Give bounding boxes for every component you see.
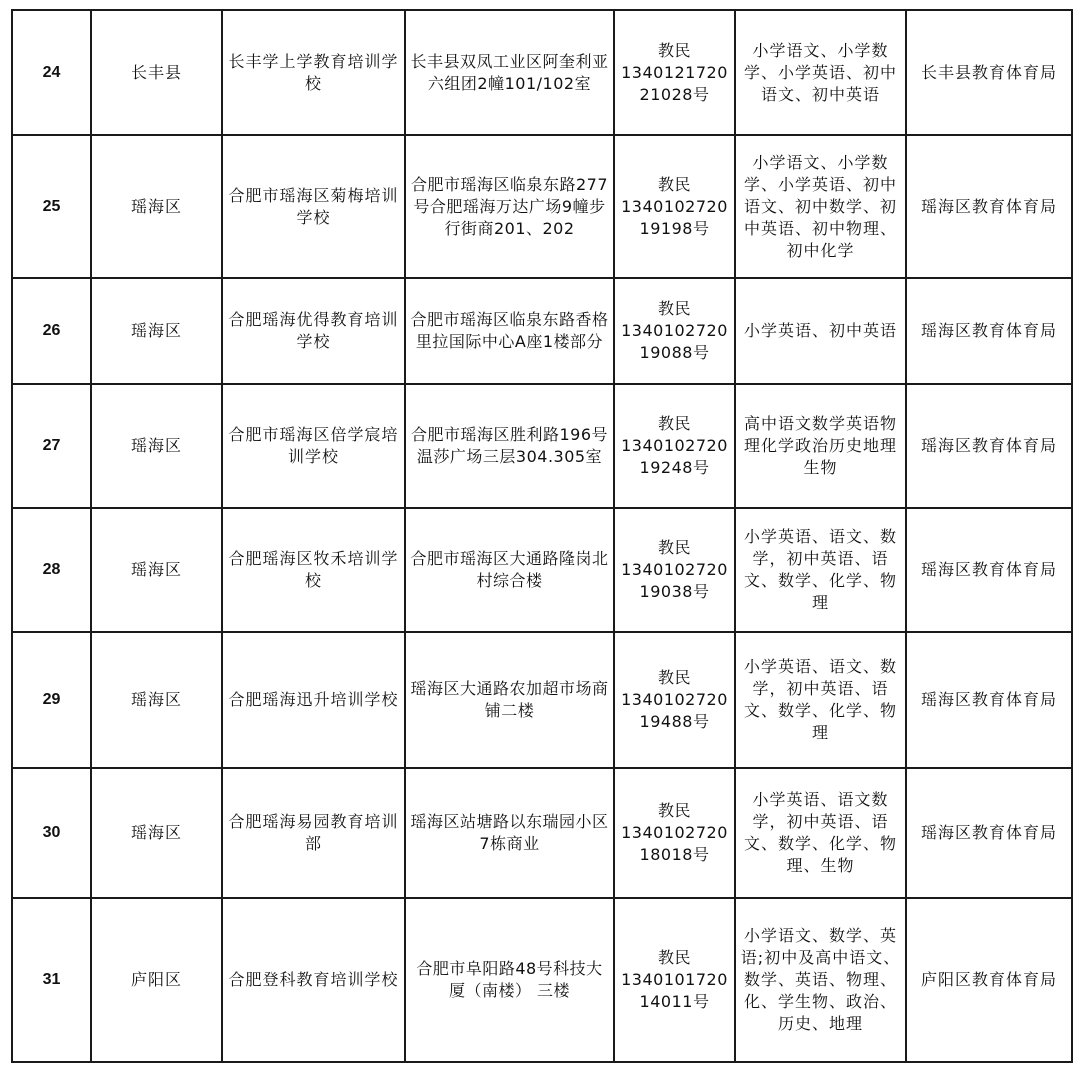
license-prefix: 教民 — [657, 668, 691, 687]
school-name-cell: 长丰学上学教育培训学校 — [222, 10, 405, 135]
license-cell — [614, 632, 735, 768]
authority-cell: 庐阳区教育体育局 — [906, 898, 1072, 1062]
row-number: 30 — [12, 768, 91, 898]
table-row — [12, 135, 1072, 278]
district-cell: 瑶海区 — [91, 768, 222, 898]
district-cell: 瑶海区 — [91, 508, 222, 632]
license-number: 134010272019488号 — [621, 690, 728, 731]
school-name-cell: 合肥市瑶海区倍学宸培训学校 — [222, 384, 405, 508]
school-name-cell: 合肥瑶海迅升培训学校 — [222, 632, 405, 768]
license-cell — [614, 898, 735, 1062]
subjects-cell: 小学英语、初中英语 — [735, 278, 906, 384]
row-number: 24 — [12, 10, 91, 135]
address-cell: 合肥市阜阳路48号科技大厦（南楼） 三楼 — [405, 898, 614, 1062]
license-cell — [614, 508, 735, 632]
subjects-cell: 小学语文、数学、英语;初中及高中语文、数学、英语、物理、化、学生物、政治、历史、地理 — [735, 898, 906, 1062]
table-row — [12, 632, 1072, 768]
district-cell: 长丰县 — [91, 10, 222, 135]
license-prefix: 教民 — [657, 801, 691, 820]
school-name-cell: 合肥瑶海区牧禾培训学校 — [222, 508, 405, 632]
district-cell: 庐阳区 — [91, 898, 222, 1062]
district-cell: 瑶海区 — [91, 135, 222, 278]
license-cell — [614, 135, 735, 278]
address-cell: 合肥市瑶海区临泉东路香格里拉国际中心A座1楼部分 — [405, 278, 614, 384]
address-cell: 瑶海区站塘路以东瑞园小区7栋商业 — [405, 768, 614, 898]
subjects-cell: 小学英语、语文数学，初中英语、语文、数学、化学、物理、生物 — [735, 768, 906, 898]
license-number: 134010272019198号 — [621, 196, 728, 238]
school-name-cell: 合肥登科教育培训学校 — [222, 898, 405, 1062]
authority-cell: 长丰县教育体育局 — [906, 10, 1072, 135]
row-number: 27 — [12, 384, 91, 508]
school-name-cell: 合肥市瑶海区菊梅培训学校 — [222, 135, 405, 278]
license-prefix: 教民 — [657, 538, 691, 557]
license-number: 134010272019088号 — [621, 321, 728, 362]
address-cell: 瑶海区大通路农加超市场商铺二楼 — [405, 632, 614, 768]
address-cell: 合肥市瑶海区临泉东路277号合肥瑶海万达广场9幢步行街商201、202 — [405, 135, 614, 278]
table-row — [12, 508, 1072, 632]
subjects-cell: 高中语文数学英语物理化学政治历史地理生物 — [735, 384, 906, 508]
authority-cell: 瑶海区教育体育局 — [906, 768, 1072, 898]
district-cell: 瑶海区 — [91, 632, 222, 768]
license-number: 134010172014011号 — [621, 970, 728, 1011]
subjects-cell: 小学语文、小学数学、小学英语、初中语文、初中数学、初中英语、初中物理、初中化学 — [735, 135, 906, 278]
license-cell — [614, 768, 735, 898]
row-number: 26 — [12, 278, 91, 384]
table-row — [12, 898, 1072, 1062]
license-prefix: 教民 — [657, 414, 691, 433]
subjects-cell: 小学语文、小学数学、小学英语、初中语文、初中英语 — [735, 10, 906, 135]
license-cell — [614, 278, 735, 384]
license-number: 134012172021028号 — [621, 62, 728, 104]
district-cell: 瑶海区 — [91, 278, 222, 384]
authority-cell: 瑶海区教育体育局 — [906, 384, 1072, 508]
subjects-cell: 小学英语、语文、数学，初中英语、语文、数学、化学、物理 — [735, 508, 906, 632]
license-number: 134010272018018号 — [621, 823, 728, 864]
license-number: 134010272019038号 — [621, 560, 728, 601]
row-number: 29 — [12, 632, 91, 768]
license-cell — [614, 10, 735, 135]
table-row — [12, 384, 1072, 508]
school-name-cell: 合肥瑶海易园教育培训部 — [222, 768, 405, 898]
authority-cell: 瑶海区教育体育局 — [906, 278, 1072, 384]
row-number: 25 — [12, 135, 91, 278]
authority-cell: 瑶海区教育体育局 — [906, 632, 1072, 768]
school-registry-table — [11, 9, 1073, 1063]
subjects-cell: 小学英语、语文、数学，初中英语、语文、数学、化学、物理 — [735, 632, 906, 768]
row-number: 31 — [12, 898, 91, 1062]
address-cell: 合肥市瑶海区胜利路196号温莎广场三层304.305室 — [405, 384, 614, 508]
license-number: 134010272019248号 — [621, 436, 728, 477]
table-row — [12, 278, 1072, 384]
license-prefix: 教民 — [657, 948, 691, 967]
authority-cell: 瑶海区教育体育局 — [906, 508, 1072, 632]
row-number: 28 — [12, 508, 91, 632]
license-prefix: 教民 — [657, 299, 691, 318]
school-name-cell: 合肥瑶海优得教育培训学校 — [222, 278, 405, 384]
license-prefix: 教民 — [657, 40, 691, 60]
district-cell: 瑶海区 — [91, 384, 222, 508]
address-cell: 长丰县双凤工业区阿奎利亚六组团2幢101/102室 — [405, 10, 614, 135]
address-cell: 合肥市瑶海区大通路隆岗北村综合楼 — [405, 508, 614, 632]
license-prefix: 教民 — [657, 174, 691, 194]
table-row — [12, 768, 1072, 898]
license-cell — [614, 384, 735, 508]
table-row — [12, 10, 1072, 135]
authority-cell: 瑶海区教育体育局 — [906, 135, 1072, 278]
